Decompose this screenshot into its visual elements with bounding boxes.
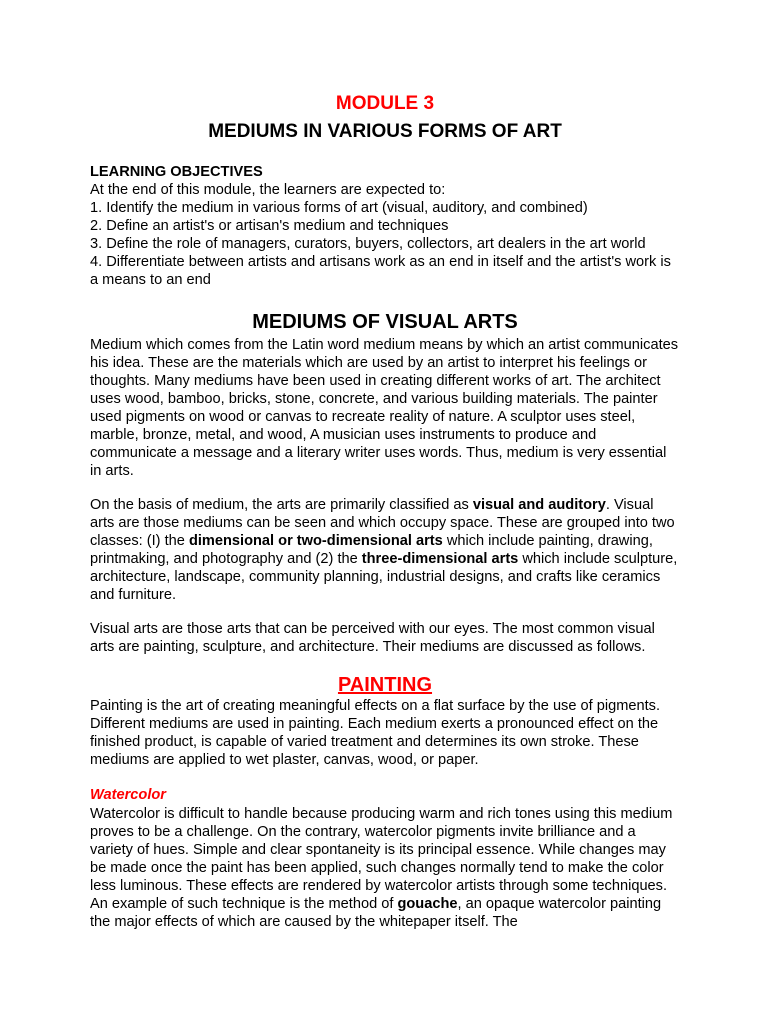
p2-bold-visual-auditory: visual and auditory [472,497,606,513]
painting-paragraph: Painting is the art of creating meaningful effects on a flat surface by the use of pigments. Different mediums are used in painting. Each medium exerts a pronounced effect on the finished product, is capable of varied treatment and determines its own stroke. These mediums are applied to wet plaster, canvas, wood, or paper. [90,698,661,768]
watercolor-paragraph [90,805,680,931]
p2-text-c: . Visual arts are those mediums can be seen and which occupy space. These are grouped into two classes: (I) the [90,497,675,549]
watercolor-heading: Watercolor [90,787,166,803]
visual-arts-paragraph-3: Visual arts are those arts that can be perceived with our eyes. The most common visual arts are painting, sculpture, and architecture. Their mediums are discussed as follows. [90,621,655,655]
p2-text-d: which include painting, drawing, printmaking, and photography and (2) the [90,533,653,567]
objective-item-1: 1. Identify the medium in various forms of art (visual, auditory, and combined) [90,200,588,216]
visual-arts-heading: MEDIUMS OF VISUAL ARTS [252,311,518,333]
page-title: MEDIUMS IN VARIOUS FORMS OF ART [208,121,562,142]
watercolor-text-c: , an opaque watercolor painting the major effects of which are caused by the whitepaper itself. The [90,896,662,930]
p2-text-a: On the basis of medium, the arts are primarily classified as [90,497,473,513]
learning-objectives [90,163,680,289]
p2-bold-two-dimensional: dimensional or two-dimensional arts [188,533,443,549]
learning-objectives-intro: At the end of this module, the learners are expected to: [90,182,446,198]
watercolor-text-a: Watercolor is difficult to handle because producing warm and rich tones using this medium proves to be a challenge. On the contrary, watercolor pigments invite brilliance and a variety of hues. Simple and clear spontaneity is its principal essence. While changes may be made once the paint has been applied, such changes normally tend to make the color less luminous. These effects are rendered by watercolor artists through some techniques. An example of such technique is the method of [90,806,673,912]
visual-arts-paragraph-2 [90,496,680,604]
painting-heading: PAINTING [337,674,433,696]
learning-objectives-heading: LEARNING OBJECTIVES [90,164,263,180]
visual-arts-paragraph-1: Medium which comes from the Latin word medium means by which an artist communicates his idea. These are the materials which are used by an artist to interpret his feelings or thoughts. Many mediums have been used in creating different works of art. The architect uses wood, bamboo, bricks, stone, concrete, and various building materials. The painter used pigments on wood or canvas to recreate reality of nature. A sculptor uses steel, marble, bronze, metal, and wood, A musician uses instruments to produce and communicate a message and a literary writer uses words. Thus, medium is very essential in arts. [90,337,679,479]
module-label: MODULE 3 [335,93,435,114]
objective-item-2: 2. Define an artist's or artisan's medium and techniques [90,218,449,234]
watercolor-bold-gouache: gouache [397,896,458,912]
p2-text-e: which include sculpture, architecture, landscape, community planning, industrial designs, and crafts like ceramics and furniture. [90,551,678,603]
objective-item-4: 4. Differentiate between artists and artisans work as an end in itself and the artist's work is a means to an end [90,254,671,288]
p2-bold-three-dimensional: three-dimensional arts [361,551,519,567]
objective-item-3: 3. Define the role of managers, curators, buyers, collectors, art dealers in the art world [90,236,646,252]
